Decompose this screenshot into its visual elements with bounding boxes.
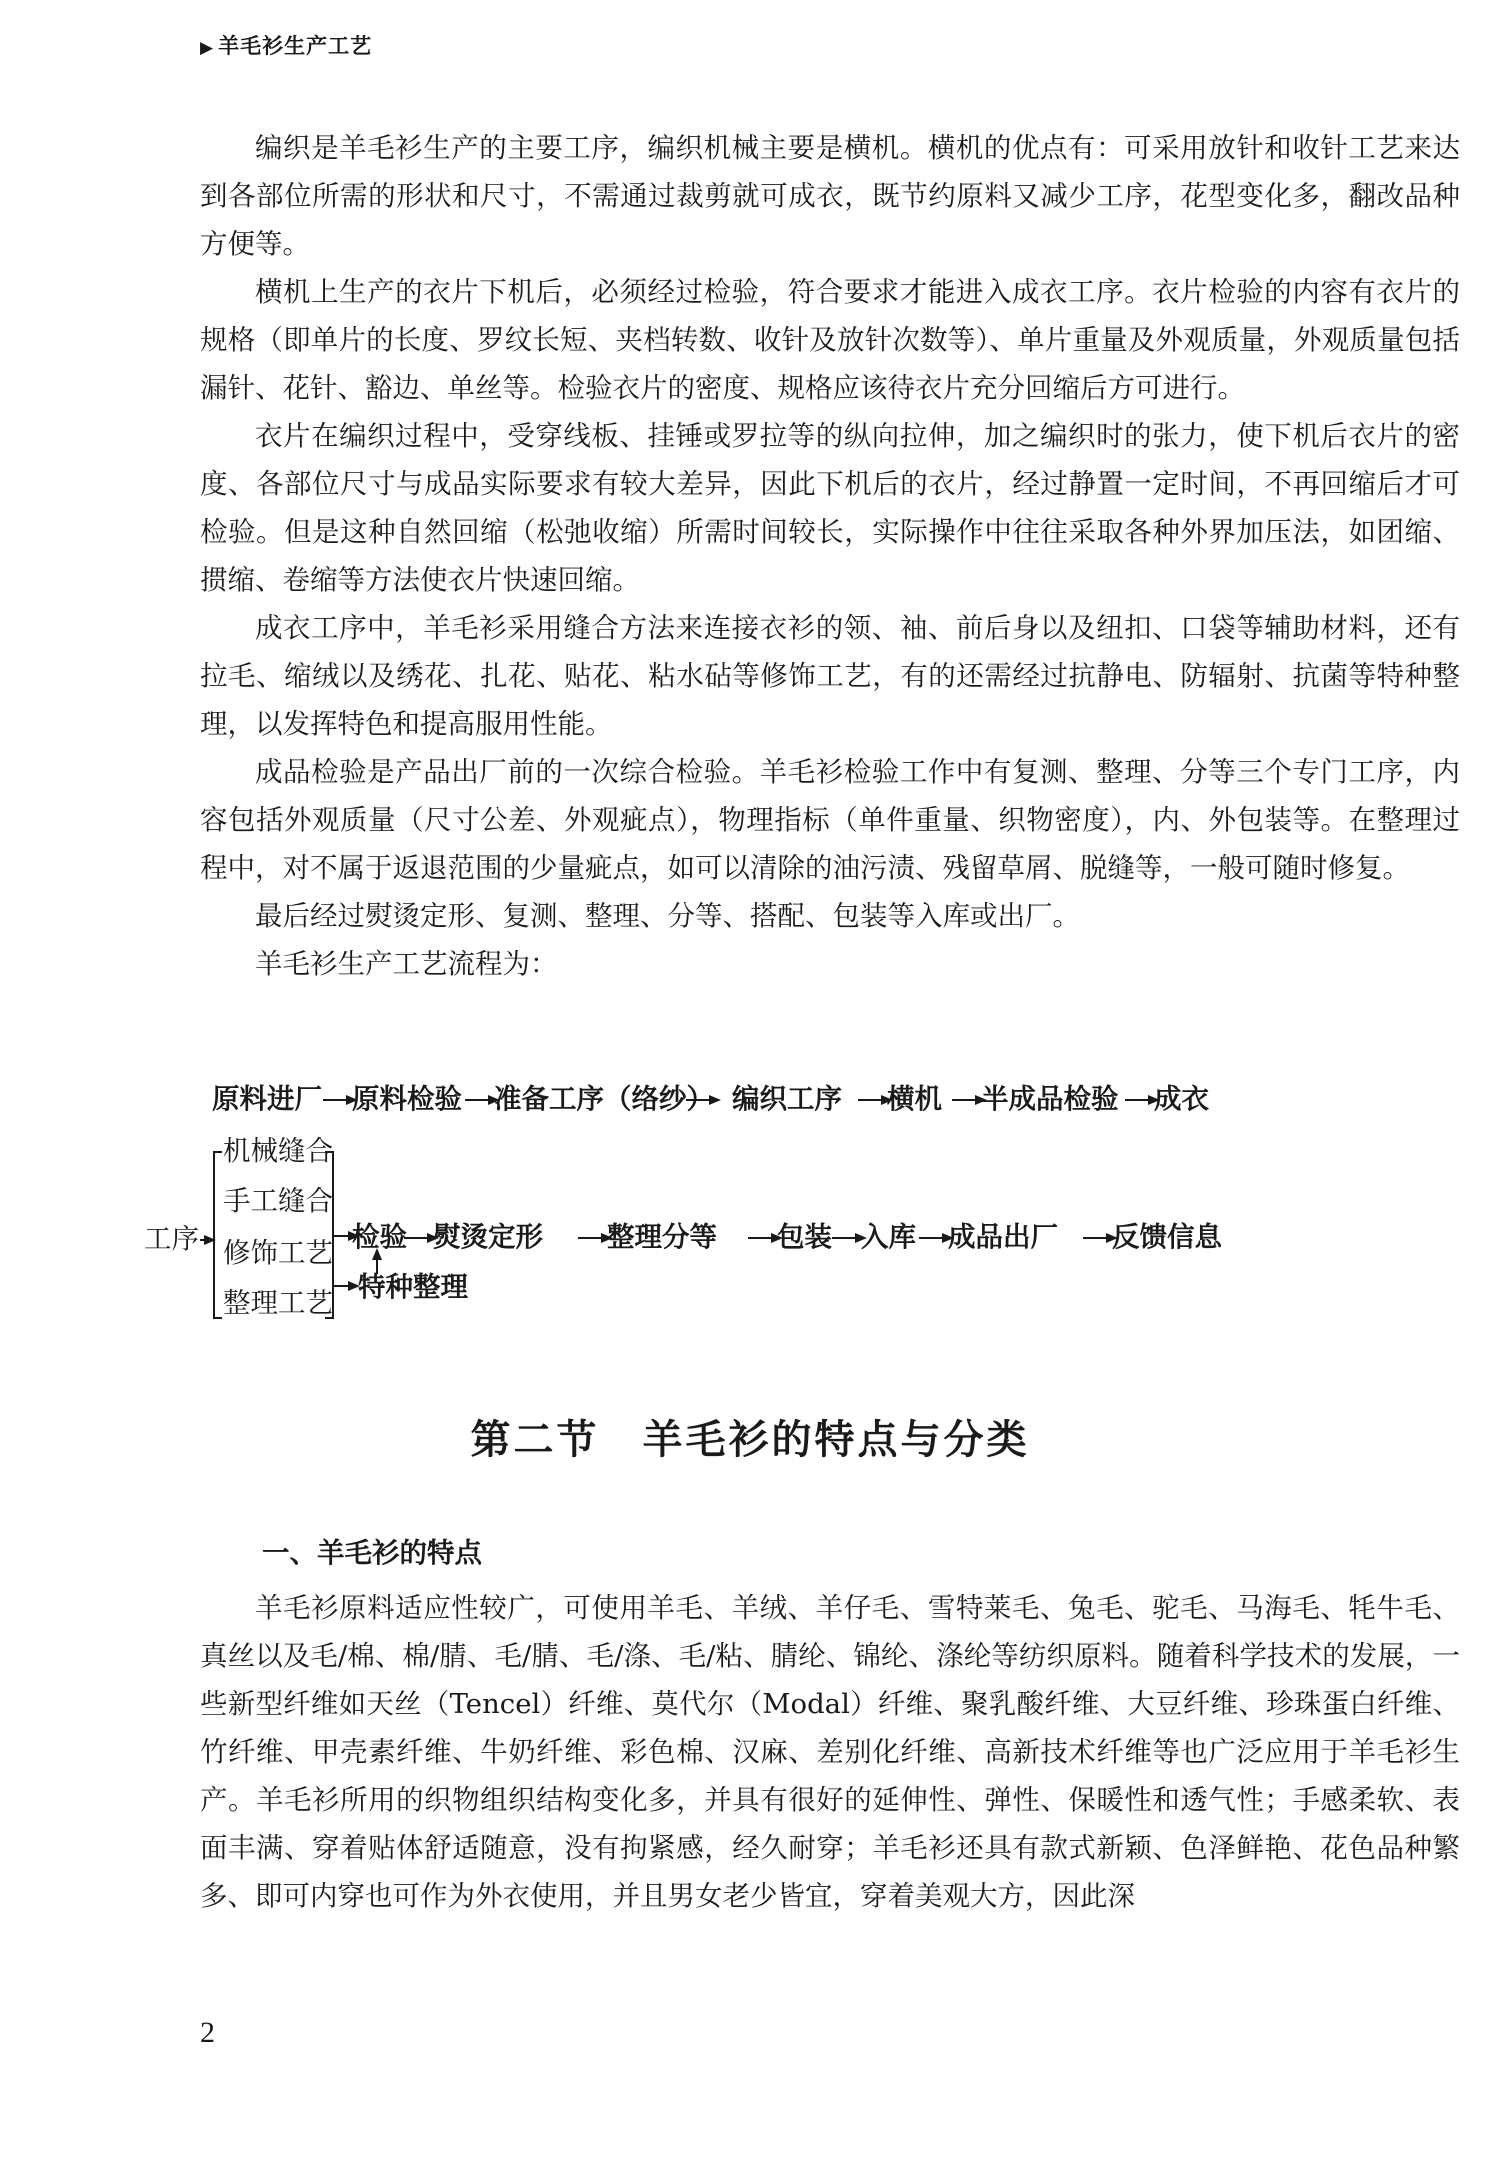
process-flow-diagram — [144, 1083, 1460, 1354]
section-body-text — [200, 1584, 1460, 1920]
paragraph: 羊毛衫原料适应性较广，可使用羊毛、羊绒、羊仔毛、雪特莱毛、兔毛、驼毛、马海毛、牦牛毛、真丝以及毛/棉、棉/腈、毛/腈、毛/涤、毛/粘、腈纶、锦纶、涤纶等纺织原料。随着科学技术的发展，一些新型纤维如天丝（Tencel）纤维、莫代尔（Modal）纤维、聚乳酸纤维、大豆纤维、珍珠蛋白纤维、竹纤维、甲壳素纤维、牛奶纤维、彩色棉、汉麻、差别化纤维、高新技术纤维等也广泛应用于羊毛衫生产。羊毛衫所用的织物组织结构变化多，并具有很好的延伸性、弹性、保暖性和透气性；手感柔软、表面丰满、穿着贴体舒适随意，没有拘紧感，经久耐穿；羊毛衫还具有款式新颖、色泽鲜艳、花色品种繁多、即可内穿也可作为外衣使用，并且男女老少皆宜，穿着美观大方，因此深 — [200, 1592, 1460, 1912]
flow-node: 特种整理 — [358, 1271, 468, 1303]
flow-branch: 修饰工艺 — [223, 1237, 333, 1269]
paragraph: 衣片在编织过程中，受穿线板、挂锤或罗拉等的纵向拉伸，加之编织时的张力，使下机后衣片的密度、各部位尺寸与成品实际要求有较大差异，因此下机后的衣片，经过静置一定时间，不再回缩后才可检验。但是这种自然回缩（松弛收缩）所需时间较长，实际操作中往往采取各种外界加压法，如团缩、掼缩、卷缩等方法使衣片快速回缩。 — [200, 420, 1460, 596]
page-number: 2 — [200, 2016, 215, 2049]
flow-node: 编织工序 — [732, 1083, 842, 1115]
flow-node: 熨烫定形 — [433, 1221, 543, 1253]
flow-branch: 机械缝合 — [223, 1135, 333, 1167]
triangle-marker-icon: ▶ — [200, 38, 215, 58]
flow-branch: 手工缝合 — [223, 1185, 333, 1217]
flow-connectors — [200, 1084, 1460, 1354]
paragraph: 成衣工序中，羊毛衫采用缝合方法来连接衣衫的领、袖、前后身以及纽扣、口袋等辅助材料，还有拉毛、缩绒以及绣花、扎花、贴花、粘水砧等修饰工艺，有的还需经过抗静电、防辐射、抗菌等特种整理，以发挥特色和提高服用性能。 — [200, 612, 1460, 740]
subsection-heading: 一、羊毛衫的特点 — [262, 1537, 482, 1569]
paragraph: 最后经过熨烫定形、复测、整理、分等、搭配、包装等入库或出厂。 — [255, 900, 1080, 932]
flow-node: 原料进厂 — [212, 1083, 322, 1115]
flow-node: 整理分等 — [607, 1221, 717, 1253]
flow-node: 原料检验 — [352, 1083, 462, 1115]
flow-branch: 整理工艺 — [223, 1287, 333, 1319]
flow-node: 横机 — [887, 1083, 942, 1115]
paragraph: 横机上生产的衣片下机后，必须经过检验，符合要求才能进入成衣工序。衣片检验的内容有衣片的规格（即单片的长度、罗纹长短、夹档转数、收针及放针次数等）、单片重量及外观质量，外观质量包括漏针、花针、豁边、单丝等。检验衣片的密度、规格应该待衣片充分回缩后方可进行。 — [200, 276, 1460, 404]
flow-node: 包装 — [777, 1221, 832, 1253]
flow-node: 反馈信息 — [1112, 1221, 1222, 1253]
running-head-title: 羊毛衫生产工艺 — [218, 34, 373, 58]
running-head — [200, 30, 372, 60]
flow-node: 入库 — [861, 1221, 916, 1253]
flow-node: 检验 — [352, 1221, 407, 1253]
flow-node: 准备工序（络纱） — [494, 1083, 714, 1115]
main-body-text — [200, 124, 1460, 988]
paragraph: 编织是羊毛衫生产的主要工序，编织机械主要是横机。横机的优点有：可采用放针和收针工艺来达到各部位所需的形状和尺寸，不需通过裁剪就可成衣，既节约原料又减少工序，花型变化多，翻改品种方便等。 — [200, 132, 1460, 260]
flow-node: 成品出厂 — [948, 1221, 1058, 1253]
flow-node: 成衣 — [1154, 1083, 1209, 1115]
flow-node: 工序 — [144, 1223, 199, 1255]
paragraph: 成品检验是产品出厂前的一次综合检验。羊毛衫检验工作中有复测、整理、分等三个专门工序，内容包括外观质量（尺寸公差、外观疵点），物理指标（单件重量、织物密度），内、外包装等。在整理过程中，对不属于返退范围的少量疵点，如可以清除的油污渍、残留草屑、脱缝等，一般可随时修复。 — [200, 756, 1460, 884]
paragraph: 羊毛衫生产工艺流程为： — [255, 948, 558, 980]
flow-node: 半成品检验 — [981, 1083, 1119, 1115]
section-title: 第二节 羊毛衫的特点与分类 — [470, 1417, 1030, 1463]
